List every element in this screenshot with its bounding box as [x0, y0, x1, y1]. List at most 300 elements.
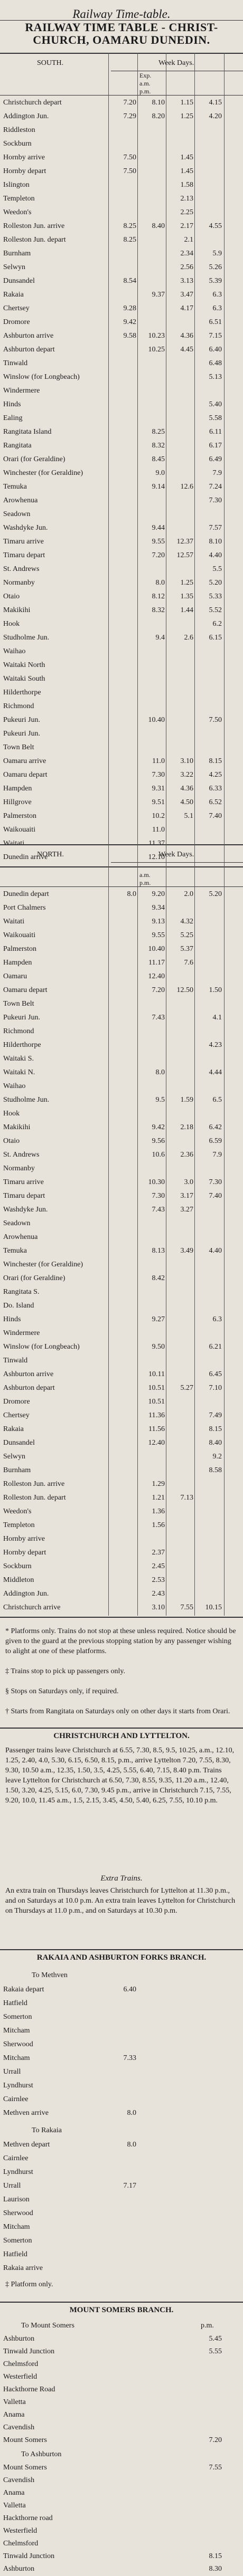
station-name: Seadown	[3, 1219, 31, 1227]
station-name: Chelmsford	[3, 2540, 39, 2548]
time-cell: 2.17	[180, 222, 193, 230]
table-row	[0, 248, 243, 261]
table-row	[0, 1520, 243, 1532]
time-cell: 7.20	[152, 551, 165, 559]
table-row	[0, 1149, 243, 1162]
station-name: Arowhenua	[3, 497, 38, 504]
station-name: Winchester (for Geraldine)	[3, 1261, 83, 1268]
time-cell: 8.15	[209, 1425, 222, 1433]
table-row	[0, 1424, 243, 1436]
time-cell: 9.50	[152, 1343, 165, 1351]
table-row	[0, 1478, 243, 1491]
station-name: Pukeuri Jun.	[3, 1014, 40, 1022]
time-cell: 6.33	[209, 785, 222, 793]
station-name: Anama	[3, 2411, 25, 2419]
station-name: Urrall	[3, 2182, 21, 2190]
column-rule	[137, 844, 138, 1616]
table-row	[0, 2359, 243, 2371]
station-name: Hatfield	[3, 1999, 27, 2007]
time-cell: 1.36	[152, 1508, 165, 1515]
station-name: Windermere	[3, 1329, 40, 1337]
station-name: Hilderthorpe	[3, 1041, 41, 1049]
table-row	[0, 2384, 243, 2397]
divider	[0, 1617, 243, 1618]
table-row	[0, 1026, 243, 1038]
station-name: Makikihi	[3, 1123, 31, 1131]
time-cell: 7.20	[209, 2436, 222, 2444]
table-row	[0, 1067, 243, 1080]
station-name: Winchester (for Geraldine)	[3, 469, 83, 477]
divider	[0, 844, 243, 845]
table-row	[0, 358, 243, 370]
time-cell: 10.25	[148, 346, 165, 354]
table-row	[0, 468, 243, 480]
time-cell: 2.37	[152, 1549, 165, 1557]
station-name: Rolleston Jun. arrive	[3, 1480, 65, 1488]
time-cell: 5.37	[180, 945, 193, 953]
time-cell: 9.58	[123, 332, 136, 340]
station-name: Selwyn	[3, 1453, 25, 1461]
table-row	[0, 2080, 243, 2093]
table-row	[0, 97, 243, 110]
station-name: Methven depart	[3, 2141, 50, 2149]
time-cell: 8.0	[127, 2109, 136, 2117]
table-row	[0, 275, 243, 288]
station-name: Washdyke Jun.	[3, 1206, 48, 1214]
time-cell: 7.29	[123, 112, 136, 120]
table-row	[0, 2139, 243, 2152]
table-row	[0, 930, 243, 942]
station-name: Otaio	[3, 593, 20, 600]
time-cell: 7.55	[180, 1604, 193, 1611]
station-name: Mount Somers	[3, 2464, 47, 2472]
time-cell: 11.36	[148, 1411, 165, 1419]
station-name: St. Andrews	[3, 1151, 40, 1159]
time-cell: 6.40	[123, 1986, 136, 1993]
time-cell: 1.59	[180, 1096, 193, 1104]
time-cell: 1.29	[152, 1480, 165, 1488]
time-cell: 2.36	[180, 1151, 193, 1159]
station-name: Normanby	[3, 1165, 35, 1172]
section-subheading: Extra Trains.	[100, 1874, 143, 1883]
table-row	[0, 522, 243, 535]
time-cell: 8.0	[155, 579, 165, 587]
time-cell: 8.25	[123, 222, 136, 230]
station-name: Lyndhurst	[3, 2168, 33, 2176]
time-cell: 8.0	[127, 2141, 136, 2149]
station-name: Somerton	[3, 2237, 32, 2245]
table-row	[0, 646, 243, 659]
divider	[0, 53, 243, 54]
table-row	[0, 1451, 243, 1464]
table-row	[0, 605, 243, 617]
days-heading: Week Days.	[158, 851, 194, 858]
station-name: Ealing	[3, 414, 23, 422]
station-name: Ashburton arrive	[3, 332, 54, 340]
station-name: Hillgrove	[3, 798, 32, 806]
time-cell: 12.57	[176, 551, 193, 559]
time-cell: 3.22	[180, 771, 193, 779]
station-name: Mount Somers	[3, 2436, 47, 2444]
table-row	[0, 916, 243, 929]
main-title-line: RAILWAY TIME TABLE - CHRIST-	[25, 21, 218, 34]
table-row	[0, 509, 243, 521]
time-cell: 4.17	[180, 304, 193, 312]
table-row	[0, 943, 243, 956]
table-row	[0, 2194, 243, 2207]
time-cell: 5.58	[209, 414, 222, 422]
time-cell: 1.45	[180, 167, 193, 175]
time-cell: 4.45	[180, 346, 193, 354]
station-name: Weedon's	[3, 208, 32, 216]
time-cell: 5.1	[184, 812, 193, 820]
station-name: Hornby depart	[3, 167, 46, 175]
time-cell: 6.21	[209, 1343, 222, 1351]
table-row	[0, 1341, 243, 1354]
station-name: Cairnlee	[3, 2154, 29, 2162]
time-cell: 7.30	[209, 497, 222, 504]
table-row	[0, 2487, 243, 2500]
time-cell: 10.40	[148, 716, 165, 724]
station-name: Laurison	[3, 2196, 30, 2203]
station-name: Studholme Jun.	[3, 634, 50, 642]
time-cell: 9.28	[123, 304, 136, 312]
table-row	[0, 1300, 243, 1313]
time-cell: 7.20	[152, 986, 165, 994]
time-cell: 4.44	[209, 1068, 222, 1076]
station-name: Waikouaiti	[3, 931, 36, 939]
station-name: Cavendish	[3, 2424, 35, 2431]
table-row	[0, 1998, 243, 2010]
column-heading: a.m.	[139, 871, 151, 879]
station-name: Hilderthorpe	[3, 689, 41, 697]
time-cell: 7.30	[209, 1178, 222, 1186]
station-name: Hornby depart	[3, 1549, 46, 1557]
time-cell: 7.30	[152, 1192, 165, 1200]
time-cell: 8.0	[155, 1068, 165, 1076]
time-cell: 8.12	[152, 593, 165, 600]
station-name: Oamaru depart	[3, 986, 48, 994]
table-row	[0, 2180, 243, 2193]
station-name: Port Chalmers	[3, 904, 46, 912]
time-cell: 7.55	[209, 2464, 222, 2472]
time-cell: 8.13	[152, 1247, 165, 1255]
time-cell: 6.52	[209, 798, 222, 806]
time-cell: 5.45	[209, 2335, 222, 2343]
time-cell: 10.40	[148, 945, 165, 953]
time-cell: 3.17	[180, 1192, 193, 1200]
station-name: Rakaia	[3, 291, 24, 299]
table-row	[0, 824, 243, 837]
table-row	[0, 1012, 243, 1025]
table-row	[0, 889, 243, 901]
station-name: Christchurch depart	[3, 99, 62, 107]
station-name: Hinds	[3, 400, 21, 408]
table-row	[0, 2263, 243, 2275]
table-row	[0, 1506, 243, 1519]
station-name: Weedon's	[3, 1508, 32, 1515]
time-cell: 7.43	[152, 1206, 165, 1214]
station-name: Sockburn	[3, 140, 32, 148]
station-name: Methven arrive	[3, 2109, 49, 2117]
station-name: Templeton	[3, 195, 35, 203]
time-cell: 4.55	[209, 222, 222, 230]
table-row	[0, 618, 243, 631]
station-name: Dunedin arrive	[3, 853, 48, 861]
station-name: Westerfield	[3, 2373, 38, 2381]
station-name: Hackthorne road	[3, 2514, 53, 2522]
table-row	[0, 2563, 243, 2576]
time-cell: 10.11	[148, 1370, 165, 1378]
table-row	[0, 1259, 243, 1272]
station-name: Burnham	[3, 250, 31, 257]
time-cell: 8.54	[123, 277, 136, 285]
column-heading: p.m.	[201, 2322, 214, 2330]
time-cell: 6.3	[212, 1315, 222, 1323]
time-cell: 5.55	[209, 2348, 222, 2355]
time-cell: 9.42	[123, 318, 136, 326]
table-row	[0, 1273, 243, 1285]
table-row	[0, 1314, 243, 1327]
time-cell: 8.58	[209, 1466, 222, 1474]
station-name: Hook	[3, 1110, 20, 1118]
time-cell: 7.9	[212, 1151, 222, 1159]
station-name: Waitati	[3, 839, 25, 847]
station-name: Dromore	[3, 1398, 30, 1406]
time-cell: 7.24	[209, 483, 222, 491]
time-cell: 1.56	[152, 1521, 165, 1529]
time-cell: 8.25	[123, 236, 136, 244]
time-cell: 7.49	[209, 1411, 222, 1419]
station-name: Islington	[3, 181, 30, 189]
station-name: Timaru depart	[3, 551, 45, 559]
station-name: Otaio	[3, 1137, 20, 1145]
time-cell: 5.39	[209, 277, 222, 285]
station-name: Ashburton depart	[3, 1384, 55, 1392]
time-cell: 9.37	[152, 291, 165, 299]
table-row	[0, 1396, 243, 1409]
table-heading: NORTH.	[37, 851, 64, 858]
table-row	[0, 426, 243, 439]
time-cell: 7.20	[123, 99, 136, 107]
time-cell: 8.42	[152, 1274, 165, 1282]
time-cell: 10.30	[148, 1178, 165, 1186]
table-row	[0, 1602, 243, 1615]
time-cell: 6.3	[212, 291, 222, 299]
time-cell: 6.42	[209, 1123, 222, 1131]
table-row	[0, 454, 243, 466]
divider	[111, 862, 243, 863]
table-row	[0, 166, 243, 178]
time-cell: 2.25	[180, 208, 193, 216]
station-name: Anama	[3, 2489, 25, 2497]
station-name: Orari (for Geraldine)	[3, 1274, 66, 1282]
station-name: Middleton	[3, 1576, 34, 1584]
table-row	[0, 2371, 243, 2384]
station-name: Dromore	[3, 318, 30, 326]
time-cell: 3.13	[180, 277, 193, 285]
time-cell: 9.4	[155, 634, 165, 642]
time-cell: 8.45	[152, 455, 165, 463]
station-name: Ashburton	[3, 2335, 35, 2343]
table-row	[0, 2039, 243, 2052]
time-cell: 3.47	[180, 291, 193, 299]
time-cell: 9.55	[152, 931, 165, 939]
table-row	[0, 2053, 243, 2065]
time-cell: 1.58	[180, 181, 193, 189]
table-row	[0, 1561, 243, 1573]
time-cell: 8.10	[209, 538, 222, 546]
column-heading: p.m.	[139, 879, 151, 886]
time-cell: 4.20	[209, 112, 222, 120]
time-cell: 2.13	[180, 195, 193, 203]
time-cell: 1.45	[180, 154, 193, 161]
station-name: Town Belt	[3, 1000, 34, 1008]
table-row	[0, 1094, 243, 1107]
table-row	[0, 234, 243, 247]
time-cell: 4.1	[212, 1014, 222, 1022]
time-cell: 8.0	[127, 890, 136, 898]
station-name: Timaru arrive	[3, 538, 44, 546]
time-cell: 8.15	[209, 757, 222, 765]
time-cell: 7.10	[209, 1384, 222, 1392]
station-name: Templeton	[3, 1521, 35, 1529]
station-name: Mitcham	[3, 2027, 30, 2035]
station-name: Richmond	[3, 702, 34, 710]
table-row	[0, 262, 243, 274]
table-row	[0, 998, 243, 1011]
table-row	[0, 1369, 243, 1381]
station-name: Waitati	[3, 918, 25, 926]
table-row	[0, 1410, 243, 1423]
time-cell: 3.49	[180, 1247, 193, 1255]
time-cell: 5.26	[209, 263, 222, 271]
table-row	[0, 481, 243, 494]
table-row	[0, 1204, 243, 1217]
table-row	[0, 1190, 243, 1203]
station-name: Addington Jun.	[3, 112, 49, 120]
table-row	[0, 2333, 243, 2346]
time-cell: 11.37	[148, 839, 165, 847]
station-name: Hampden	[3, 785, 32, 793]
table-row	[0, 2422, 243, 2435]
time-cell: 7.50	[209, 716, 222, 724]
station-name: Richmond	[3, 1027, 34, 1035]
time-cell: 9.31	[152, 785, 165, 793]
table-row	[0, 756, 243, 768]
divider	[0, 1728, 243, 1729]
station-name: Lyndhurst	[3, 2082, 33, 2090]
table-row	[0, 1108, 243, 1121]
time-cell: 6.2	[212, 620, 222, 628]
station-name: Valletta	[3, 2398, 26, 2406]
station-name: Windermere	[3, 387, 40, 395]
table-row	[0, 1547, 243, 1560]
time-cell: 7.17	[123, 2182, 136, 2190]
main-title	[0, 21, 243, 46]
table-row	[0, 2346, 243, 2359]
time-cell: 3.10	[180, 757, 193, 765]
time-cell: 6.51	[209, 318, 222, 326]
station-name: Pukeuri Jun.	[3, 730, 40, 738]
table-row	[0, 564, 243, 576]
time-cell: 9.42	[152, 1123, 165, 1131]
station-name: Winslow (for Longbeach)	[3, 373, 80, 381]
time-cell: 1.15	[180, 99, 193, 107]
table-row	[0, 1081, 243, 1093]
table-row	[0, 2107, 243, 2120]
time-cell: 11.17	[148, 959, 165, 967]
table-row	[0, 2167, 243, 2179]
station-name: Christchurch arrive	[3, 1604, 61, 1611]
table-row	[0, 2066, 243, 2079]
divider	[0, 1949, 243, 1950]
column-rule	[224, 844, 225, 1616]
table-row	[0, 2538, 243, 2551]
station-name: Chertsey	[3, 304, 30, 312]
station-name: Selwyn	[3, 263, 25, 271]
station-name: Hornby arrive	[3, 154, 45, 161]
time-cell: 6.45	[209, 1370, 222, 1378]
footnote: * Platforms only. Trains do not stop at these unless required. Notice should be given to the guard at the previous stopping station by any passenger wishing to alight at one of these platforms.	[5, 1627, 236, 1655]
station-name: Rolleston Jun. depart	[3, 1494, 66, 1502]
station-name: Rolleston Jun. arrive	[3, 222, 65, 230]
table-row	[0, 1053, 243, 1066]
table-row	[0, 2513, 243, 2525]
station-name: Tinwald Junction	[3, 2552, 55, 2560]
table-row	[0, 2500, 243, 2513]
station-name: Oamaru arrive	[3, 757, 46, 765]
table-row	[0, 2435, 243, 2447]
table-row	[0, 769, 243, 782]
table-row	[0, 632, 243, 645]
station-name: Studholme Jun.	[3, 1096, 50, 1104]
table-row	[0, 413, 243, 425]
footnote: † Starts from Rangitata on Saturdays only on other days it starts from Orari.	[5, 1707, 230, 1715]
station-name: St. Andrews	[3, 565, 40, 573]
table-row	[0, 1163, 243, 1176]
footnote: § Stops on Saturdays only, if required.	[5, 1687, 119, 1695]
time-cell: 7.6	[184, 959, 193, 967]
table-row	[0, 1177, 243, 1189]
column-heading: Exp.	[139, 72, 152, 79]
time-cell: 7.15	[209, 332, 222, 340]
table-row	[0, 2153, 243, 2165]
table-row	[0, 399, 243, 412]
time-cell: 8.25	[152, 428, 165, 436]
column-rule	[194, 844, 195, 1616]
table-row	[0, 985, 243, 997]
station-name: Waitaki North	[3, 661, 45, 669]
table-row	[0, 303, 243, 316]
section-heading: RAKAIA AND ASHBURTON FORKS BRANCH.	[36, 1953, 207, 1962]
time-cell: 12.50	[176, 986, 193, 994]
table-row	[0, 2397, 243, 2409]
station-name: Tinwald	[3, 359, 28, 367]
station-name: Rangitata Island	[3, 428, 52, 436]
time-cell: 5.20	[209, 890, 222, 898]
time-cell: 1.25	[180, 112, 193, 120]
time-cell: 4.23	[209, 1041, 222, 1049]
time-cell: 10.6	[152, 1151, 165, 1159]
section-heading: CHRISTCHURCH AND LYTTELTON.	[53, 1732, 190, 1740]
table-row	[0, 1533, 243, 1546]
time-cell: 3.0	[184, 1178, 193, 1186]
table-row	[0, 687, 243, 700]
section-text: Passenger trains leave Christchurch at 6.55, 7.30, 8.5, 9.5, 10.25, a.m., 12.10, 1.25, 2.40, 4.0, 5.30, 6.15, 6.50, 8.15, p.m., arrive Lyttelton 7.20, 7.55, 8.30, 9.30, 10.50 a.m., 12.35, 1.50, 3.5, 4.25, 5.55, 6.40, 7.15, 8.40 p.m. Trains leave Lyttelton for Christchurch at 6.50, 7.30, 8.55, 9.35, 11.20 a.m., 12.40, 1.50, 3.20, 4.25, 5.15, 6.0, 7.30, 9.45 p.m., arrive in Christchurch 7.15, 7.55, 9.20, 10.0, 11.45 a.m., 1.5, 2.15, 3.45, 4.50, 5.40, 6.25, 7.55, 10.10 p.m.	[5, 1747, 235, 1805]
time-cell: 4.40	[209, 1247, 222, 1255]
time-cell: 8.32	[152, 606, 165, 614]
